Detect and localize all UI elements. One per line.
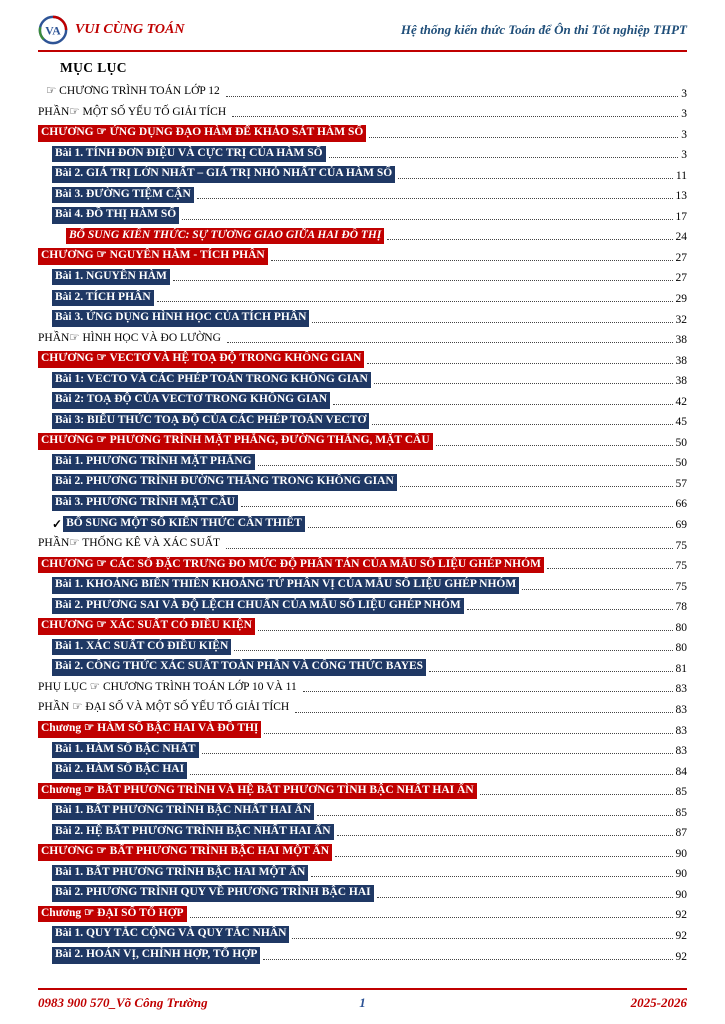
toc-page-number: 17 [675,210,687,223]
dotted-leader [190,917,673,918]
toc-entry[interactable] [38,594,687,615]
toc-entry[interactable] [38,861,687,882]
toc-entry-label: PHẦN☞ THỐNG KÊ VÀ XÁC SUẤT [38,537,221,550]
toc-entry[interactable] [38,553,687,574]
toc-page-number: 83 [675,683,687,696]
footer-year: 2025-2026 [630,995,687,1010]
dotted-leader [387,239,672,240]
toc-page-number: 3 [681,128,687,141]
header-subtitle: Hệ thống kiến thức Toán để Ôn thi Tốt nghiệp THPT [400,21,687,37]
toc-entry-label: Bài 2. PHƯƠNG TRÌNH ĐƯỜNG THẲNG TRONG KHÔNG GIAN [52,474,397,491]
brand-name: VUI CÙNG TOÁN [75,21,185,37]
toc-entry[interactable] [38,511,687,532]
toc-page-number: 57 [675,477,687,490]
toc-entry-label: ☞ CHƯƠNG TRÌNH TOÁN LỚP 12 [46,85,220,98]
toc-entry[interactable] [38,368,687,389]
toc-entry-label: Bài 1. NGUYÊN HÀM [52,269,170,286]
toc-entry-label: PHỤ LỤC ☞ CHƯƠNG TRÌNH TOÁN LỚP 10 VÀ 11 [38,680,297,693]
toc-page-number: 45 [675,416,687,429]
dotted-leader [377,897,673,898]
toc-entry[interactable] [38,285,687,306]
toc-page-number: 38 [675,334,687,347]
toc-page-number: 85 [675,806,687,819]
toc-page-number: 75 [675,539,687,552]
toc-entry[interactable] [38,409,687,430]
toc-entry-label: CHƯƠNG ☞ XÁC SUẤT CÓ ĐIỀU KIỆN [38,618,255,635]
dotted-leader [480,794,673,795]
dotted-leader [317,815,672,816]
toc-page-number: 92 [675,950,687,963]
svg-text:VA: VA [45,24,61,38]
toc-entry-label: Chương ☞ ĐẠI SỐ TỔ HỢP [38,906,187,923]
toc-page-number: 75 [675,560,687,573]
toc-page-number: 11 [675,169,687,182]
toc-page-number: 3 [681,149,687,162]
toc-entry[interactable] [38,696,687,717]
toc-page-number: 83 [675,703,687,716]
dotted-leader [292,938,672,939]
toc-entry[interactable] [38,347,687,368]
dotted-leader [234,650,672,651]
toc-entry[interactable] [38,676,687,697]
toc-entry-label: Bài 2. TÍCH PHÂN [52,290,154,307]
toc-page-number: 38 [675,354,687,367]
toc-list [38,80,687,985]
dotted-leader [312,322,672,323]
toc-entry[interactable] [38,429,687,450]
dotted-leader [436,445,673,446]
toc-entry[interactable] [38,635,687,656]
toc-entry-label: Bài 3: BIỂU THỨC TOẠ ĐỘ CỦA CÁC PHÉP TOÁN VECTƠ [52,413,369,430]
dotted-leader [232,116,678,117]
dotted-leader [227,342,673,343]
toc-entry-label: CHƯƠNG ☞ CÁC SỐ ĐẶC TRƯNG ĐO MỨC ĐỘ PHÂN TÁN CỦA MẪU SỐ LIỆU GHÉP NHÓM [38,557,544,574]
toc-entry-label: CHƯƠNG ☞ NGUYÊN HÀM - TÍCH PHÂN [38,248,268,265]
toc-entry[interactable] [38,820,687,841]
dotted-leader [190,774,672,775]
toc-entry[interactable] [38,101,687,122]
toc-page-number: 50 [675,457,687,470]
toc-entry[interactable] [38,80,687,101]
dotted-leader [226,96,679,97]
toc-page-number: 69 [675,519,687,532]
toc-entry[interactable] [38,655,687,676]
toc-page-number: 42 [675,395,687,408]
toc-page-number: 24 [675,231,687,244]
toc-entry[interactable] [38,491,687,512]
dotted-leader [311,876,672,877]
toc-page-number: 80 [675,621,687,634]
dotted-leader [398,178,673,179]
toc-entry-label: Bài 1. QUY TẮC CỘNG VÀ QUY TẮC NHÂN [52,926,289,943]
toc-entry-label: Bài 1. KHOẢNG BIẾN THIÊN KHOẢNG TỨ PHÂN VỊ CỦA MẪU SỐ LIỆU GHÉP NHÓM [52,577,519,594]
check-icon: ✓ [52,517,63,532]
toc-page-number: 92 [675,929,687,942]
toc-entry[interactable] [38,922,687,943]
toc-entry-label: CHƯƠNG ☞ VECTƠ VÀ HỆ TOẠ ĐỘ TRONG KHÔNG GIAN [38,351,364,368]
toc-entry[interactable] [38,306,687,327]
dotted-leader [258,465,673,466]
toc-page-number: 75 [675,580,687,593]
toc-page-number: 90 [675,868,687,881]
toc-entry[interactable] [38,779,687,800]
toc-entry-label: PHẦN☞ MỘT SỐ YẾU TỐ GIẢI TÍCH [38,105,227,118]
toc-entry[interactable] [38,738,687,759]
toc-page-number: 38 [675,375,687,388]
dotted-leader [367,363,672,364]
dotted-leader [258,630,673,631]
toc-page-number: 66 [675,498,687,511]
toc-entry-label: Chương ☞ HÀM SỐ BẬC HAI VÀ ĐỒ THỊ [38,721,261,738]
toc-entry-label: Bài 2. PHƯƠNG SAI VÀ ĐỘ LỆCH CHUẨN CỦA MẪU SỐ LIỆU GHÉP NHÓM [52,598,464,615]
toc-entry-label: Bài 1. PHƯƠNG TRÌNH MẶT PHẲNG [52,454,255,471]
toc-entry[interactable] [38,203,687,224]
toc-entry[interactable] [38,388,687,409]
toc-entry-label: Bài 2. HỆ BẤT PHƯƠNG TRÌNH BẬC NHẤT HAI ẨN [52,824,334,841]
toc-page-number: 80 [675,642,687,655]
toc-page-number: 84 [675,765,687,778]
toc-entry[interactable] [38,470,687,491]
toc-page-number: 85 [675,786,687,799]
toc-entry-label: Bài 1. BẤT PHƯƠNG TRÌNH BẬC HAI MỘT ẨN [52,865,308,882]
toc-page-number: 32 [675,313,687,326]
toc-page-number: 27 [675,251,687,264]
toc-page-number: 50 [675,436,687,449]
toc-entry-label: Bài 4. ĐỒ THỊ HÀM SỐ [52,207,179,224]
dotted-leader [226,548,672,549]
dotted-leader [337,835,673,836]
dotted-leader [197,198,673,199]
toc-entry[interactable] [38,224,687,245]
toc-entry-label: CHƯƠNG ☞ BẤT PHƯƠNG TRÌNH BẬC HAI MỘT ẨN [38,844,332,861]
toc-entry-label: Bài 2. HOÁN VỊ, CHỈNH HỢP, TỔ HỢP [52,947,260,964]
toc-page-number: 83 [675,745,687,758]
page-header [38,14,687,52]
dotted-leader [372,424,672,425]
brand [38,15,184,45]
dotted-leader [182,219,672,220]
toc-entry-label: PHẦN☞ HÌNH HỌC VÀ ĐO LƯỜNG [38,331,221,344]
toc-page-number: 78 [675,601,687,614]
toc-entry-label: Bài 1. TÍNH ĐƠN ĐIỆU VÀ CỰC TRỊ CỦA HÀM SỐ [52,146,326,163]
dotted-leader [335,856,672,857]
toc-entry[interactable] [38,162,687,183]
toc-page-number: 27 [675,272,687,285]
toc-entry-label: Bài 1: VECTO VÀ CÁC PHÉP TOÁN TRONG KHÔNG GIAN [52,372,371,389]
toc-entry[interactable] [38,799,687,820]
toc-entry-label: Bài 3. ĐƯỜNG TIỆM CẬN [52,187,194,204]
toc-page-number: 90 [675,847,687,860]
toc-entry[interactable] [38,265,687,286]
toc-page-number: 3 [681,108,687,121]
dotted-leader [271,260,673,261]
toc-entry[interactable] [38,881,687,902]
toc-page-number: 29 [675,293,687,306]
toc-entry-label: Bài 2. CÔNG THỨC XÁC SUẤT TOÀN PHẦN VÀ CÔNG THỨC BAYES [52,659,426,676]
dotted-leader [157,301,673,302]
toc-entry-label: CHƯƠNG ☞ PHƯƠNG TRÌNH MẶT PHẲNG, ĐƯỜNG THẲNG, MẶT CẦU [38,433,433,450]
toc-entry-label: Chương ☞ BẤT PHƯƠNG TRÌNH VÀ HỆ BẤT PHƯƠNG TÌNH BẬC NHẤT HAI ẨN [38,783,477,800]
toc-entry[interactable] [38,183,687,204]
toc-entry[interactable] [38,902,687,923]
dotted-leader [522,589,672,590]
dotted-leader [547,568,673,569]
dotted-leader [303,691,673,692]
dotted-leader [202,753,673,754]
footer-contact: 0983 900 570_Võ Công Trường [38,995,208,1010]
dotted-leader [295,712,672,713]
toc-page-number: 81 [675,662,687,675]
toc-entry[interactable] [38,758,687,779]
toc-entry[interactable] [38,840,687,861]
brand-logo-icon [38,15,68,45]
toc-entry[interactable] [38,450,687,471]
toc-page-number: 83 [675,724,687,737]
toc-entry-label: CHƯƠNG ☞ ỨNG DỤNG ĐẠO HÀM ĐỂ KHẢO SÁT HÀM SỐ [38,125,366,142]
toc-entry[interactable] [38,327,687,348]
page-footer [38,988,687,1016]
toc-entry[interactable] [38,943,687,964]
toc-entry[interactable] [38,121,687,142]
dotted-leader [400,486,673,487]
toc-entry-label: Bài 2. PHƯƠNG TRÌNH QUY VỀ PHƯƠNG TRÌNH BẬC HAI [52,885,374,902]
toc-page-number: 90 [675,888,687,901]
dotted-leader [241,506,673,507]
toc-entry[interactable] [38,614,687,635]
dotted-leader [467,609,673,610]
toc-entry-label: Bài 1. BẤT PHƯƠNG TRÌNH BẬC NHẤT HAI ẨN [52,803,314,820]
toc-entry[interactable] [38,717,687,738]
toc-entry[interactable] [38,573,687,594]
toc-entry-label: Bài 1. HÀM SỐ BẬC NHẤT [52,742,199,759]
dotted-leader [329,157,679,158]
dotted-leader [308,527,673,528]
toc-page-number: 13 [675,190,687,203]
toc-entry-label: Bài 2. GIÁ TRỊ LỚN NHẤT – GIÁ TRỊ NHỎ NHẤT CỦA HÀM SỐ [52,166,395,183]
footer-page-number: 1 [359,995,366,1010]
dotted-leader [264,733,672,734]
toc-entry-label: Bài 2: TOẠ ĐỘ CỦA VECTƠ TRONG KHÔNG GIAN [52,392,330,409]
dotted-leader [173,280,673,281]
toc-entry-label: Bài 3. PHƯƠNG TRÌNH MẶT CẦU [52,495,238,512]
dotted-leader [369,137,678,138]
dotted-leader [333,404,673,405]
dotted-leader [429,671,672,672]
toc-entry-label: BỔ SUNG MỘT SỐ KIẾN THỨC CẦN THIẾT [63,516,305,533]
toc-entry-label: PHẦN ☞ ĐẠI SỐ VÀ MỘT SỐ YẾU TỐ GIẢI TÍCH [38,701,290,714]
toc-entry[interactable] [38,244,687,265]
toc-page-number: 87 [675,827,687,840]
toc-entry[interactable] [38,142,687,163]
toc-entry-label: Bài 1. XÁC SUẤT CÓ ĐIỀU KIỆN [52,639,231,656]
dotted-leader [374,383,673,384]
toc-page-number: 3 [681,87,687,100]
toc-entry-label: BỔ SUNG KIẾN THỨC: SỰ TƯƠNG GIAO GIỮA HAI ĐỒ THỊ [66,228,384,245]
toc-entry-label: Bài 2. HÀM SỐ BẬC HAI [52,762,187,779]
toc-entry[interactable] [38,532,687,553]
toc-title: MỤC LỤC [60,60,127,75]
toc-page-number: 92 [675,909,687,922]
dotted-leader [263,959,672,960]
toc-entry-label: Bài 3. ỨNG DỤNG HÌNH HỌC CỦA TÍCH PHÂN [52,310,309,327]
